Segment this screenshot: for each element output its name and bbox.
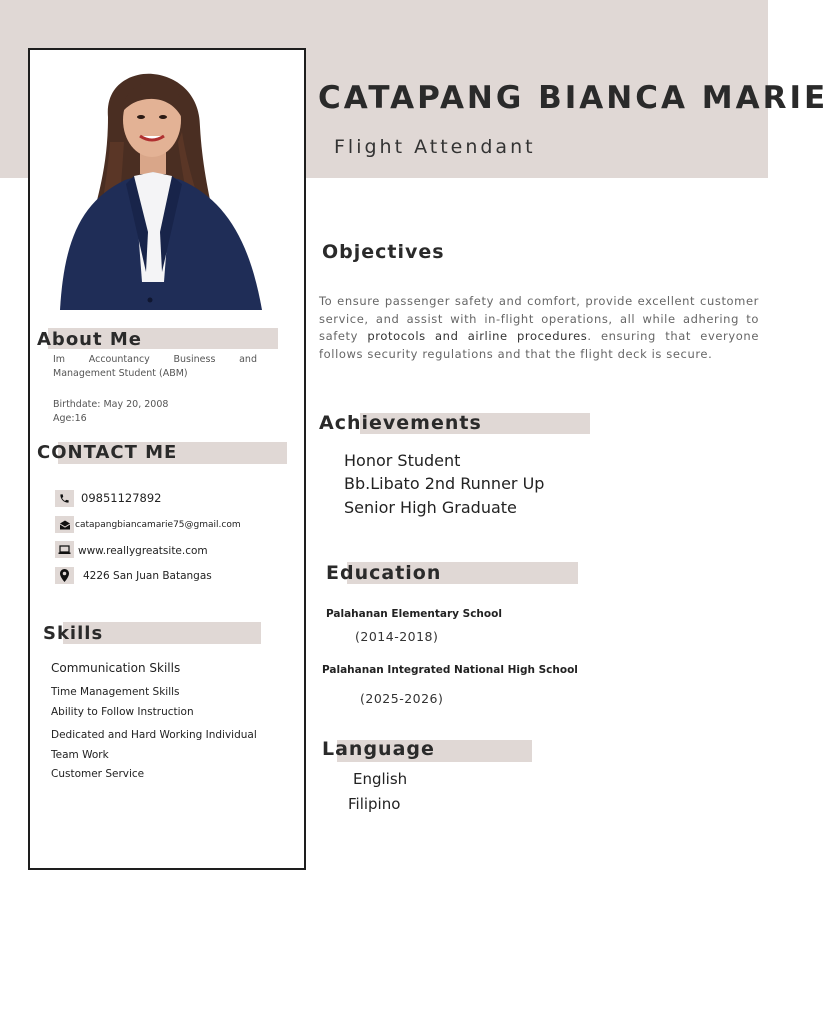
- skill-item: Dedicated and Hard Working Individual: [51, 729, 257, 741]
- full-name: CATAPANG BIANCA MARIE: [318, 80, 828, 116]
- phone-number[interactable]: 09851127892: [81, 491, 162, 505]
- phone-icon: [55, 490, 74, 507]
- school-name: Palahanan Integrated National High School: [322, 664, 578, 676]
- map-pin-icon: [55, 567, 74, 584]
- skill-item: Ability to Follow Instruction: [51, 706, 194, 718]
- language-item: English: [353, 770, 408, 788]
- language-item: Filipino: [348, 795, 401, 813]
- email-address[interactable]: catapangbiancamarie75@gmail.com: [75, 520, 241, 530]
- laptop-icon: [55, 541, 74, 558]
- achievement-item: Bb.Libato 2nd Runner Up: [344, 474, 545, 493]
- skill-item: Team Work: [51, 749, 109, 761]
- skill-item: Time Management Skills: [51, 686, 180, 698]
- birthdate: Birthdate: May 20, 2008: [53, 399, 169, 410]
- objectives-text: To ensure passenger safety and comfort, provide excellent customer service, and assist with in-flight operations, all while adhering to safety protocols and airline procedures. ensuring that everyone follows security regulations and that the flight deck is secure.: [319, 294, 759, 361]
- achievement-item: Senior High Graduate: [344, 498, 517, 517]
- email-icon: [55, 516, 74, 533]
- skill-item: Communication Skills: [51, 661, 181, 675]
- about-description: Im Accountancy Business and Management Student (ABM): [53, 354, 257, 379]
- website-link[interactable]: www.reallygreatsite.com: [78, 545, 208, 557]
- about-heading: About Me: [37, 329, 142, 350]
- address: 4226 San Juan Batangas: [83, 570, 212, 582]
- school-years: (2014-2018): [355, 629, 439, 644]
- objectives-heading: Objectives: [322, 241, 445, 263]
- achievement-item: Honor Student: [344, 451, 461, 470]
- age: Age:16: [53, 413, 87, 424]
- skill-item: Customer Service: [51, 768, 145, 780]
- achievements-heading: Achievements: [319, 412, 482, 434]
- profile-photo: [50, 72, 277, 310]
- language-heading: Language: [322, 738, 435, 760]
- school-years: (2025-2026): [360, 691, 444, 706]
- education-heading: Education: [326, 562, 442, 584]
- job-title: Flight Attendant: [334, 136, 536, 158]
- contact-heading: CONTACT ME: [37, 442, 178, 463]
- school-name: Palahanan Elementary School: [326, 608, 502, 620]
- skills-heading: Skills: [43, 623, 104, 644]
